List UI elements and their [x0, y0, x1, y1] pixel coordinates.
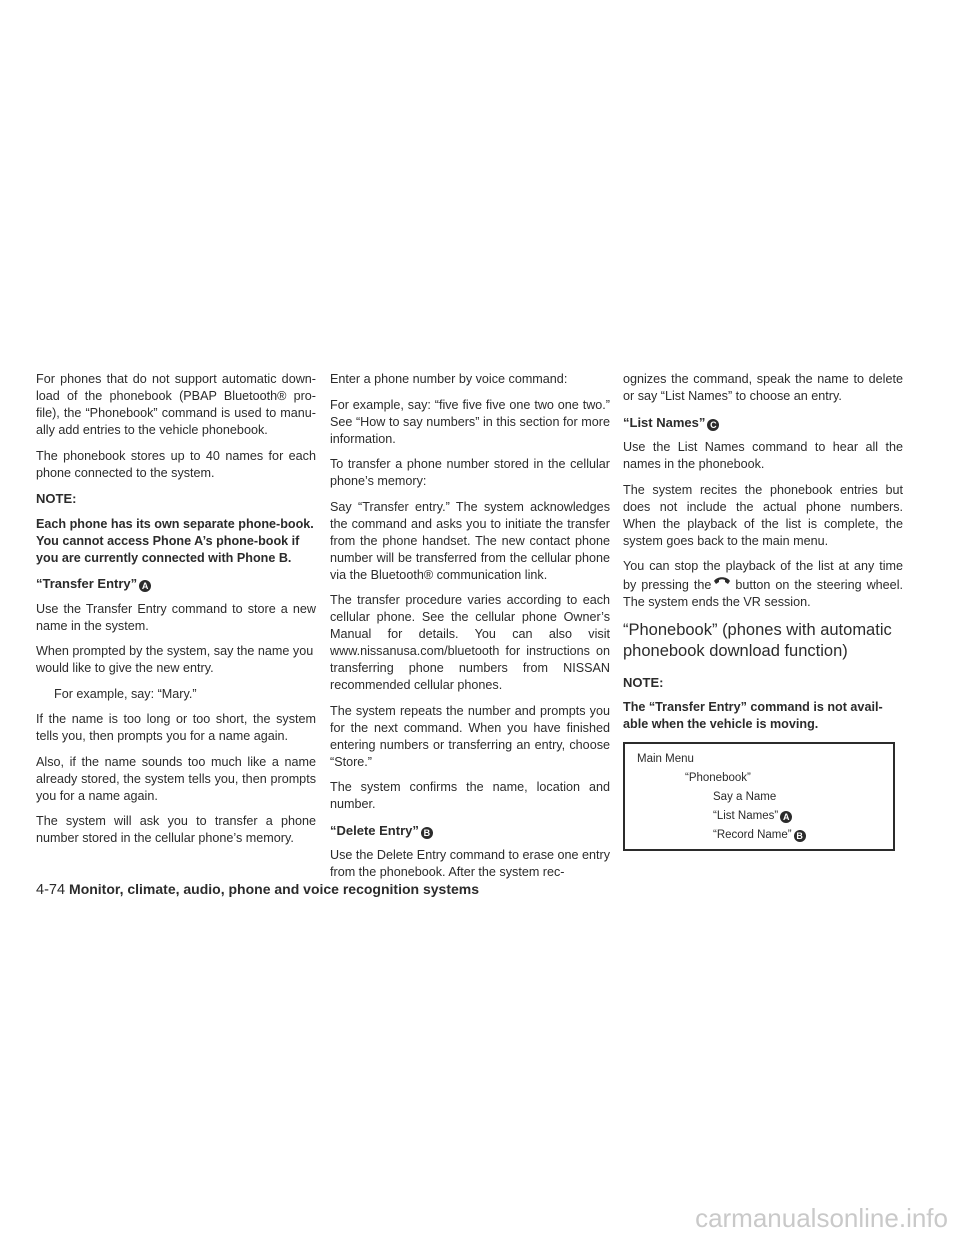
- footer-title: Monitor, climate, audio, phone and voice recognition systems: [69, 881, 479, 897]
- heading-text: “Transfer Entry”: [36, 576, 138, 591]
- page-footer: [36, 881, 479, 898]
- paragraph: For example, say: “five five five one two one two.” See “How to say numbers” in this section for more information.: [330, 397, 610, 446]
- paragraph: The system confirms the name, location and number.: [330, 780, 610, 811]
- heading-transfer-entry: [36, 575, 316, 592]
- paragraph: Use the List Names command to hear all the names in the phonebook.: [623, 440, 903, 471]
- callout-b-icon: B: [794, 830, 806, 842]
- column-middle: [330, 371, 610, 890]
- page-number: 4-74: [36, 882, 66, 898]
- note-text: The “Transfer Entry” command is not avail-able when the vehicle is moving.: [623, 700, 883, 731]
- paragraph: Use the Delete Entry command to erase one entry from the phonebook. After the system rec-: [330, 848, 611, 879]
- phone-hangup-icon: [713, 575, 731, 585]
- example-text: For example, say: “Mary.”: [54, 686, 197, 701]
- paragraph: Say “Transfer entry.” The system acknowledges the command and asks you to initiate the transfer from the phone handset. The new contact phone number will be transferred from the cellular phone via the Bluetooth® communication link.: [330, 499, 610, 582]
- menu-tree-box: [623, 742, 895, 851]
- paragraph: The transfer procedure varies according to each cellular phone. See the cellular phone Owner’s Manual for details. You can also visit www.nissanusa.com/bluetooth for instructions on transferring phone numbers from NISSAN recommended cellular phones.: [330, 593, 610, 692]
- text-after-icon: button on the steering wheel. The system ends the VR session.: [623, 578, 903, 609]
- note-label: NOTE:: [623, 674, 664, 690]
- heading-text: “List Names”: [623, 414, 706, 430]
- paragraph: Also, if the name sounds too much like a name already stored, the system tells you, then prompts you for a name again.: [36, 754, 316, 803]
- section-title: “Phonebook” (phones with automatic phonebook download function): [623, 620, 892, 660]
- paragraph: Use the Transfer Entry command to store a new name in the system.: [36, 601, 316, 633]
- paragraph: The system recites the phonebook entries but does not include the actual phone numbers. When the playback of the list is complete, the system goes back to the main menu.: [623, 482, 903, 548]
- paragraph: When prompted by the system, say the name you would like to give the new entry.: [36, 644, 314, 675]
- callout-a-icon: A: [139, 580, 151, 592]
- paragraph: The phonebook stores up to 40 names for each phone connected to the system.: [36, 448, 316, 480]
- heading-delete-entry: [330, 822, 610, 839]
- menu-item-list-names: [625, 807, 893, 826]
- note-text: Each phone has its own separate phone-book. You cannot access Phone A’s phone-book if you are currently connected with Phone B.: [36, 516, 314, 565]
- menu-item-phonebook: “Phonebook”: [685, 771, 751, 784]
- menu-item-main: Main Menu: [637, 752, 694, 765]
- menu-item-record-name: [625, 826, 893, 845]
- paragraph: If the name is too long or too short, the system tells you, then prompts you for a name again.: [36, 712, 316, 743]
- text-before-icon: You can stop the playback of the list at any time by pressing the: [623, 559, 903, 592]
- paragraph-with-icon: [623, 558, 903, 611]
- menu-item-label: “Record Name”: [713, 828, 792, 841]
- paragraph: The system will ask you to transfer a phone number stored in the cellular phone’s memory.: [36, 814, 316, 845]
- callout-a-icon: A: [780, 811, 792, 823]
- paragraph: For phones that do not support automatic down-load of the phonebook (PBAP Bluetooth® pro-file), the “Phonebook” command is used to manu-ally add entries to the vehicle phonebook.: [36, 372, 316, 437]
- paragraph: To transfer a phone number stored in the cellular phone’s memory:: [330, 457, 610, 488]
- menu-item-label: “List Names”: [713, 809, 779, 822]
- callout-c-icon: C: [707, 419, 719, 431]
- note-label: NOTE:: [36, 491, 77, 506]
- callout-b-icon: B: [421, 827, 433, 839]
- paragraph: The system repeats the number and prompts you for the next command. When you have finished entering numbers or transferring an entry, choose “Store.”: [330, 703, 610, 769]
- paragraph: ognizes the command, speak the name to delete or say “List Names” to choose an entry.: [623, 372, 903, 403]
- watermark: carmanualsonline.info: [695, 1203, 948, 1233]
- column-left: [36, 371, 316, 856]
- heading-list-names: [623, 414, 903, 431]
- menu-item-say-name: Say a Name: [713, 790, 777, 803]
- heading-text: “Delete Entry”: [330, 822, 419, 838]
- column-right: [623, 371, 903, 851]
- paragraph: Enter a phone number by voice command:: [330, 372, 568, 386]
